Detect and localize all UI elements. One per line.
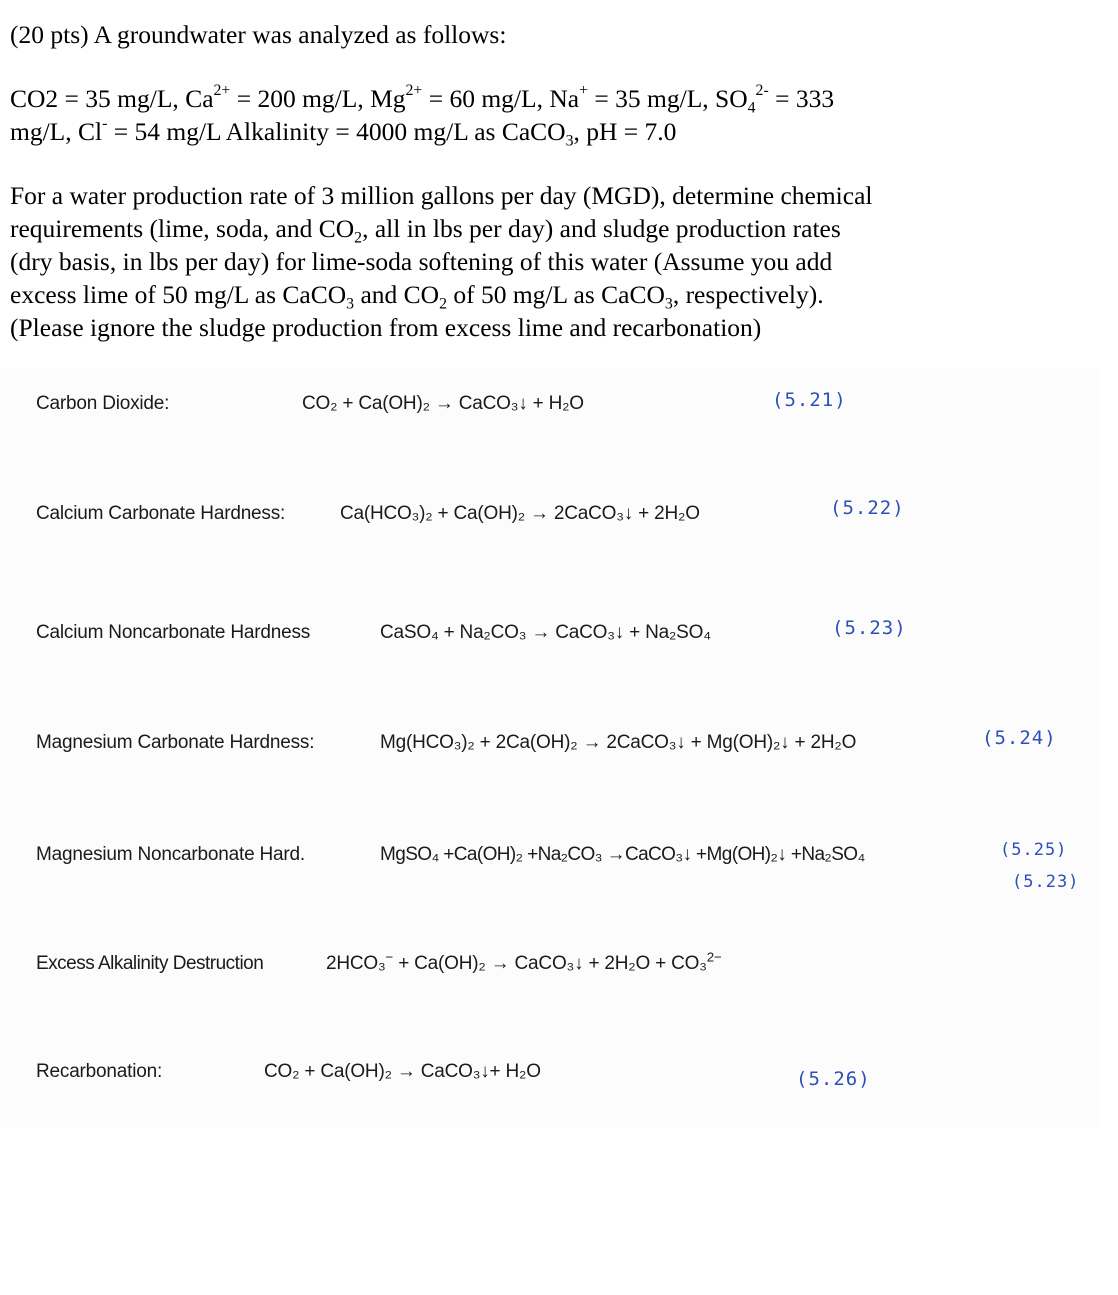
magnesium-carbonate-equation: Mg(HCO₃)₂ + 2Ca(OH)₂ → 2CaCO₃↓ + Mg(OH)₂↓ + 2H₂O (380, 732, 857, 753)
magnesium-noncarbonate-equation: MgSO₄ +Ca(OH)₂ +Na₂CO₃ →CaCO₃↓ +Mg(OH)₂↓ +Na₂SO₄ (380, 844, 865, 865)
magnesium-carbonate-label: Magnesium Carbonate Hardness: (36, 732, 315, 753)
analysis-line-2: mg/L, Cl- = 54 mg/L Alkalinity = 4000 mg/L as CaCO$_3$, pH = 7.0 (10, 115, 677, 150)
task-line-1: For a water production rate of 3 million gallons per day (MGD), determine chemical (10, 181, 873, 210)
task-line-3: (dry basis, in lbs per day) for lime-soda softening of this water (Assume you add (10, 247, 833, 276)
calcium-carbonate-label: Calcium Carbonate Hardness: (36, 503, 286, 524)
calcium-carbonate-ref: (5.22) (830, 497, 905, 519)
task-line-5: (Please ignore the sludge production from excess lime and recarbonation) (10, 313, 762, 342)
magnesium-noncarbonate-ref: (5.25) (1000, 840, 1068, 860)
recarbonation-ref: (5.26) (796, 1068, 871, 1090)
carbon-dioxide-ref: (5.21) (772, 389, 847, 411)
excess-alkalinity-equation: 2HCO₃− + Ca(OH)₂ → CaCO₃↓ + 2H₂O + CO₃$^{2-}$ (326, 949, 722, 974)
problem-statement (10, 18, 1100, 344)
magnesium-noncarbonate-ref-2: (5.23) (1012, 872, 1080, 892)
calcium-carbonate-equation: Ca(HCO₃)₂ + Ca(OH)₂ → 2CaCO₃↓ + 2H₂O (340, 503, 700, 524)
calcium-noncarbonate-label: Calcium Noncarbonate Hardness (36, 622, 311, 643)
carbon-dioxide-equation: CO₂ + Ca(OH)₂ → CaCO₃↓ + H₂O (302, 393, 584, 414)
problem-header: (20 pts) A groundwater was analyzed as follows: (10, 20, 507, 49)
recarbonation-equation: CO₂ + Ca(OH)₂ → CaCO₃↓+ H₂O (264, 1061, 541, 1082)
task-line-2: requirements (lime, soda, and $CO_2$, all in lbs per day) and sludge production rates (10, 214, 841, 247)
carbon-dioxide-label: Carbon Dioxide: (36, 393, 170, 414)
calcium-noncarbonate-equation: CaSO₄ + Na₂CO₃ → CaCO₃↓ + Na₂SO₄ (380, 622, 711, 643)
recarbonation-label: Recarbonation: (36, 1061, 163, 1082)
magnesium-noncarbonate-label: Magnesium Noncarbonate Hard. (36, 844, 305, 865)
calcium-noncarbonate-ref: (5.23) (832, 617, 907, 639)
magnesium-carbonate-ref: (5.24) (982, 727, 1057, 749)
excess-alkalinity-label: Excess Alkalinity Destruction (36, 953, 264, 974)
analysis-line-1: CO2 = 35 mg/L, $Ca^{2+} = 200$ mg/L, $Mg^{2+} = 60$ mg/L, Na+ = 35 mg/L, $SO_4^{2-} = 333$ (10, 82, 835, 117)
task-line-4: excess lime of 50 mg/L as CaCO$_3$ and $CO_2$ of 50 mg/L as CaCO$_3$, respectively). (10, 280, 824, 313)
